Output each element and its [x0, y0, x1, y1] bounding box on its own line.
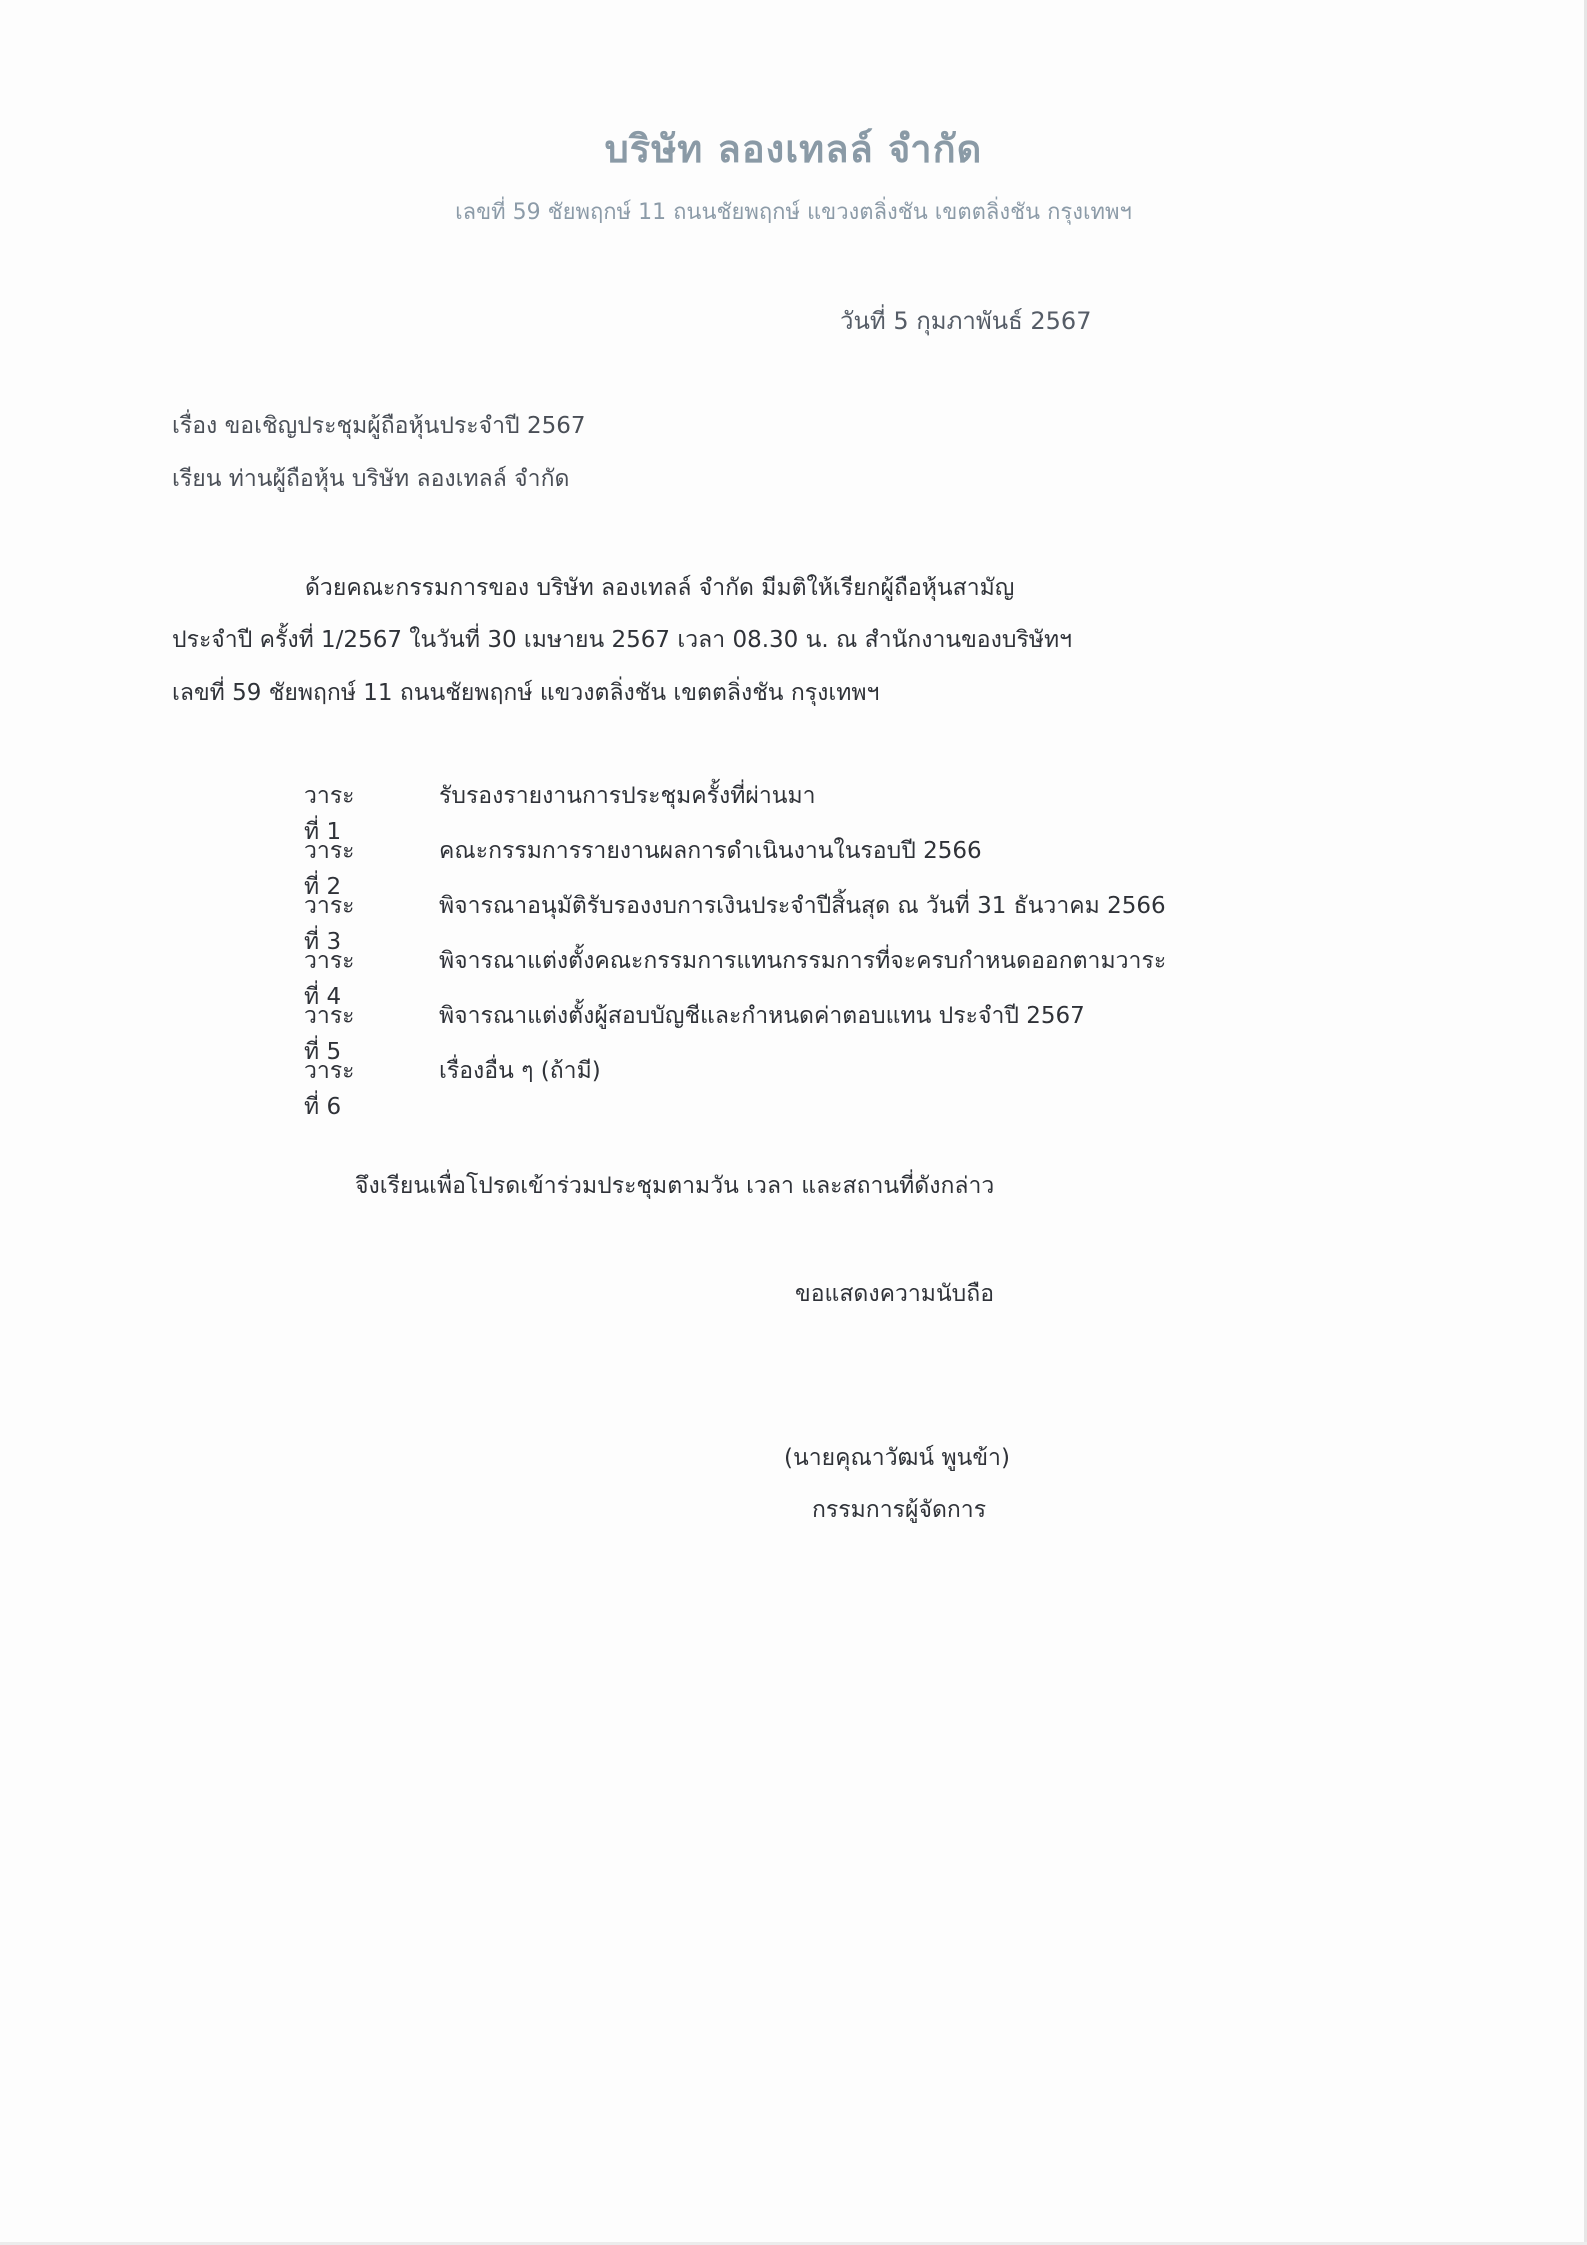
agenda-text: เรื่องอื่น ๆ (ถ้ามี)	[439, 1058, 601, 1084]
agenda-text: พิจารณาแต่งตั้งคณะกรรมการแทนกรรมการที่จะครบกำหนดออกตามวาระ	[439, 948, 1167, 974]
regards-line: ขอแสดงความนับถือ	[795, 1281, 995, 1307]
agenda-text: คณะกรรมการรายงานผลการดำเนินงานในรอบปี 2566	[439, 838, 982, 864]
body-line-2: ประจำปี ครั้งที่ 1/2567 ในวันที่ 30 เมษายน 2567 เวลา 08.30 น. ณ สำนักงานของบริษัทฯ	[172, 627, 1073, 653]
company-address: เลขที่ 59 ชัยพฤกษ์ 11 ถนนชัยพฤกษ์ แขวงตลิ่งชัน เขตตลิ่งชัน กรุงเทพฯ	[455, 200, 1132, 225]
signer-name: (นายคุณาวัฒน์ พูนข้า)	[784, 1445, 1010, 1471]
closing-line: จึงเรียนเพื่อโปรดเข้าร่วมประชุมตามวัน เวลา และสถานที่ดังกล่าว	[355, 1173, 995, 1199]
agenda-number: วาระที่ 5	[304, 1003, 355, 1065]
agenda-number: วาระที่ 3	[304, 893, 355, 955]
agenda-number: วาระที่ 1	[304, 783, 355, 845]
agenda-number: วาระที่ 6	[304, 1058, 355, 1120]
signer-title: กรรมการผู้จัดการ	[812, 1497, 987, 1523]
agenda-text: พิจารณาแต่งตั้งผู้สอบบัญชีและกำหนดค่าตอบแทน ประจำปี 2567	[439, 1003, 1085, 1029]
agenda-number: วาระที่ 2	[304, 838, 355, 900]
agenda-number: วาระที่ 4	[304, 948, 355, 1010]
agenda-text: พิจารณาอนุมัติรับรองงบการเงินประจำปีสิ้นสุด ณ วันที่ 31 ธันวาคม 2566	[439, 893, 1166, 919]
agenda-text: รับรองรายงานการประชุมครั้งที่ผ่านมา	[439, 783, 816, 809]
letter-subject: เรื่อง ขอเชิญประชุมผู้ถือหุ้นประจำปี 2567	[172, 413, 586, 439]
company-name: บริษัท ลองเทลล์ จำกัด	[604, 127, 983, 171]
letter-recipient: เรียน ท่านผู้ถือหุ้น บริษัท ลองเทลล์ จำกัด	[172, 466, 570, 492]
letter-date: วันที่ 5 กุมภาพันธ์ 2567	[840, 307, 1092, 335]
body-line-1: ด้วยคณะกรรมการของ บริษัท ลองเทลล์ จำกัด มีมติให้เรียกผู้ถือหุ้นสามัญ	[305, 575, 1015, 601]
body-line-3: เลขที่ 59 ชัยพฤกษ์ 11 ถนนชัยพฤกษ์ แขวงตลิ่งชัน เขตตลิ่งชัน กรุงเทพฯ	[172, 680, 880, 706]
